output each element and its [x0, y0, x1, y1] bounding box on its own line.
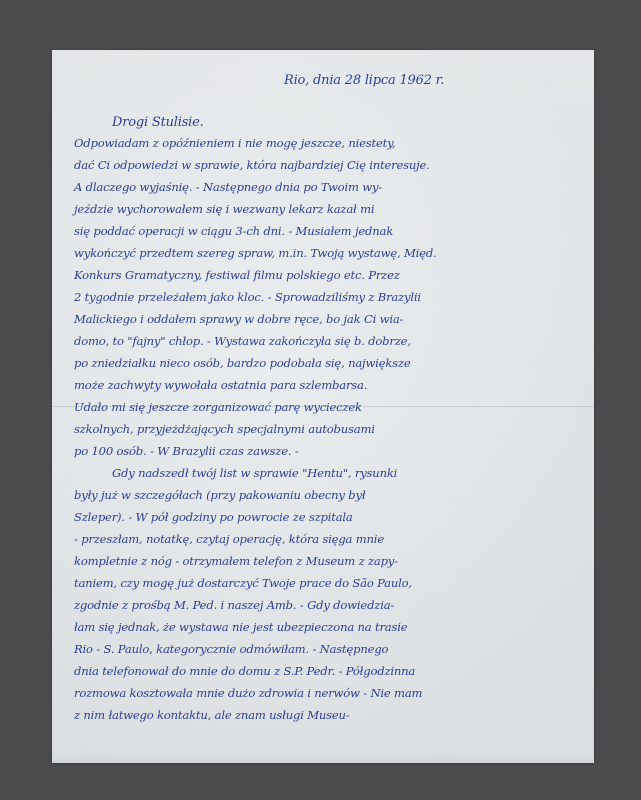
letter-line: po zniedziałku nieco osób, bardzo podobała się, największe: [74, 356, 411, 370]
letter-page: [52, 50, 594, 763]
letter-line: się poddać operacji w ciągu 3-ch dni. - Musiałem jednak: [74, 224, 394, 238]
letter-line: Malickiego i oddałem sprawy w dobre ręce, bo jak Ci wia-: [74, 312, 404, 326]
letter-line: zgodnie z prośbą M. Ped. i naszej Amb. - Gdy dowiedzia-: [74, 598, 395, 612]
letter-line: jeździe wychorowałem się i wezwany lekarz kazał mi: [74, 202, 375, 216]
letter-line: 2 tygodnie przeleżałem jako kloc. - Sprowadziliśmy z Brazylii: [74, 290, 421, 304]
letter-line: A dlaczego wyjaśnię. - Następnego dnia po Twoim wy-: [74, 180, 383, 194]
letter-line: Rio - S. Paulo, kategorycznie odmówiłam. - Następnego: [74, 642, 389, 656]
letter-line: łam się jednak, że wystawa nie jest ubezpieczona na trasie: [74, 620, 408, 634]
letter-line: z nim łatwego kontaktu, ale znam usługi Museu-: [74, 708, 350, 722]
letter-line: wykończyć przedtem szereg spraw, m.in. Twoją wystawę, Międ.: [74, 246, 437, 260]
letter-line: taniem, czy mogę już dostarczyć Twoje prace do São Paulo,: [74, 576, 412, 590]
letter-line: szkolnych, przyjeżdżających specjalnymi autobusami: [74, 422, 375, 436]
letter-line: po 100 osób. - W Brazylii czas zawsze. -: [74, 444, 299, 458]
letter-line: rozmowa kosztowała mnie dużo zdrowia i nerwów - Nie mam: [74, 686, 423, 700]
letter-line: kompletnie z nóg - otrzymałem telefon z Museum z zapy-: [74, 554, 398, 568]
letter-line: dnia telefonował do mnie do domu z S.P. Pedr. - Półgodzinna: [74, 664, 416, 678]
letter-line: może zachwyty wywołała ostatnia para szlembarsa.: [74, 378, 368, 392]
letter-line: były już w szczegółach (przy pakowaniu obecny był: [74, 488, 366, 502]
letter-line: - przeszłam, notatkę, czytaj operację, która sięga mnie: [74, 532, 384, 546]
letter-line: Szleper). - W pół godziny po powrocie ze szpitala: [74, 510, 353, 524]
letter-line: Udało mi się jeszcze zorganizować parę wycieczek: [74, 400, 362, 414]
letter-line: domo, to "fajny" chłop. - Wystawa zakończyła się b. dobrze,: [74, 334, 411, 348]
letter-line: dać Ci odpowiedzi w sprawie, która najbardziej Cię interesuje.: [74, 158, 430, 172]
letter-line: Gdy nadszedł twój list w sprawie "Hentu", rysunki: [112, 466, 398, 480]
letter-line: Konkurs Gramatyczny, festiwal filmu polskiego etc. Przez: [74, 268, 400, 282]
letter-dateline: Rio, dnia 28 lipca 1962 r.: [284, 73, 445, 88]
letter-greeting: Drogi Stulisie.: [112, 115, 204, 130]
paper-bottom-edge: [52, 753, 594, 763]
letter-line: Odpowiadam z opóźnieniem i nie mogę jeszcze, niestety,: [74, 136, 396, 150]
